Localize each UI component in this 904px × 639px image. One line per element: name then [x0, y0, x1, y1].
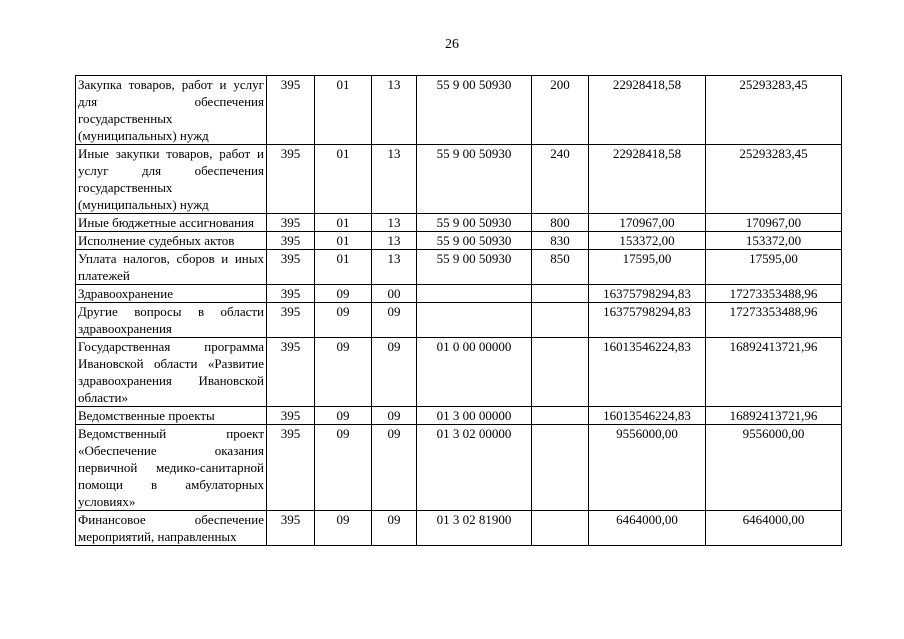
amount-year2-cell: 16892413721,96: [706, 407, 842, 425]
table-row: [76, 250, 842, 285]
item-name-cell: Ведомственный проект «Обеспечение оказания первичной медико-санитарной помощи в амбулаторных условиях»: [76, 425, 267, 511]
section-code-cell: 09: [315, 285, 372, 303]
amount-year1-cell: 9556000,00: [589, 425, 706, 511]
amount-year1-cell: 16375798294,83: [589, 285, 706, 303]
item-name-cell: Ведомственные проекты: [76, 407, 267, 425]
department-code-cell: 395: [267, 232, 315, 250]
target-article-cell: [417, 285, 532, 303]
item-name-cell: Государственная программа Ивановской области «Развитие здравоохранения Ивановской области»: [76, 338, 267, 407]
table-row: [76, 214, 842, 232]
amount-year2-cell: 9556000,00: [706, 425, 842, 511]
section-code-cell: 09: [315, 511, 372, 546]
table-row: [76, 425, 842, 511]
department-code-cell: 395: [267, 145, 315, 214]
amount-year1-cell: 16375798294,83: [589, 303, 706, 338]
expense-type-cell: 200: [532, 76, 589, 145]
item-name-cell: Исполнение судебных актов: [76, 232, 267, 250]
table-row: [76, 232, 842, 250]
item-name-cell: Иные бюджетные ассигнования: [76, 214, 267, 232]
target-article-cell: 01 3 02 81900: [417, 511, 532, 546]
target-article-cell: 55 9 00 50930: [417, 145, 532, 214]
section-code-cell: 09: [315, 407, 372, 425]
subsection-code-cell: 00: [372, 285, 417, 303]
amount-year2-cell: 17273353488,96: [706, 303, 842, 338]
expense-type-cell: 830: [532, 232, 589, 250]
department-code-cell: 395: [267, 407, 315, 425]
expense-type-cell: [532, 338, 589, 407]
amount-year1-cell: 16013546224,83: [589, 338, 706, 407]
subsection-code-cell: 09: [372, 407, 417, 425]
amount-year2-cell: 153372,00: [706, 232, 842, 250]
expense-type-cell: [532, 303, 589, 338]
table-body: [76, 76, 842, 546]
amount-year2-cell: 17595,00: [706, 250, 842, 285]
amount-year1-cell: 17595,00: [589, 250, 706, 285]
target-article-cell: 55 9 00 50930: [417, 232, 532, 250]
item-name-cell: Здравоохранение: [76, 285, 267, 303]
department-code-cell: 395: [267, 250, 315, 285]
table-row: [76, 407, 842, 425]
amount-year1-cell: 153372,00: [589, 232, 706, 250]
budget-table: [75, 75, 842, 546]
item-name-cell: Уплата налогов, сборов и иных платежей: [76, 250, 267, 285]
subsection-code-cell: 13: [372, 232, 417, 250]
department-code-cell: 395: [267, 511, 315, 546]
department-code-cell: 395: [267, 425, 315, 511]
subsection-code-cell: 09: [372, 425, 417, 511]
subsection-code-cell: 13: [372, 76, 417, 145]
target-article-cell: 55 9 00 50930: [417, 250, 532, 285]
target-article-cell: 01 3 02 00000: [417, 425, 532, 511]
table-row: [76, 338, 842, 407]
page-number: 26: [445, 37, 459, 52]
section-code-cell: 09: [315, 425, 372, 511]
expense-type-cell: [532, 425, 589, 511]
table-row: [76, 285, 842, 303]
amount-year2-cell: 25293283,45: [706, 76, 842, 145]
amount-year2-cell: 170967,00: [706, 214, 842, 232]
amount-year2-cell: 17273353488,96: [706, 285, 842, 303]
item-name-cell: Иные закупки товаров, работ и услуг для обеспечения государственных (муниципальных) нужд: [76, 145, 267, 214]
amount-year1-cell: 22928418,58: [589, 76, 706, 145]
expense-type-cell: [532, 511, 589, 546]
department-code-cell: 395: [267, 76, 315, 145]
section-code-cell: 01: [315, 250, 372, 285]
subsection-code-cell: 13: [372, 214, 417, 232]
amount-year1-cell: 170967,00: [589, 214, 706, 232]
subsection-code-cell: 13: [372, 250, 417, 285]
expense-type-cell: 800: [532, 214, 589, 232]
target-article-cell: 01 0 00 00000: [417, 338, 532, 407]
section-code-cell: 09: [315, 303, 372, 338]
subsection-code-cell: 13: [372, 145, 417, 214]
amount-year2-cell: 6464000,00: [706, 511, 842, 546]
item-name-cell: Другие вопросы в области здравоохранения: [76, 303, 267, 338]
department-code-cell: 395: [267, 285, 315, 303]
table-row: [76, 511, 842, 546]
subsection-code-cell: 09: [372, 303, 417, 338]
amount-year1-cell: 16013546224,83: [589, 407, 706, 425]
table-row: [76, 76, 842, 145]
target-article-cell: 01 3 00 00000: [417, 407, 532, 425]
expense-type-cell: [532, 407, 589, 425]
section-code-cell: 01: [315, 145, 372, 214]
target-article-cell: 55 9 00 50930: [417, 76, 532, 145]
department-code-cell: 395: [267, 303, 315, 338]
expense-type-cell: 240: [532, 145, 589, 214]
department-code-cell: 395: [267, 338, 315, 407]
item-name-cell: Финансовое обеспечение мероприятий, направленных: [76, 511, 267, 546]
amount-year2-cell: 25293283,45: [706, 145, 842, 214]
item-name-cell: Закупка товаров, работ и услуг для обеспечения государственных (муниципальных) нужд: [76, 76, 267, 145]
target-article-cell: [417, 303, 532, 338]
amount-year1-cell: 6464000,00: [589, 511, 706, 546]
amount-year2-cell: 16892413721,96: [706, 338, 842, 407]
section-code-cell: 09: [315, 338, 372, 407]
table-row: [76, 145, 842, 214]
department-code-cell: 395: [267, 214, 315, 232]
target-article-cell: 55 9 00 50930: [417, 214, 532, 232]
section-code-cell: 01: [315, 76, 372, 145]
expense-type-cell: [532, 285, 589, 303]
section-code-cell: 01: [315, 214, 372, 232]
subsection-code-cell: 09: [372, 338, 417, 407]
expense-type-cell: 850: [532, 250, 589, 285]
amount-year1-cell: 22928418,58: [589, 145, 706, 214]
subsection-code-cell: 09: [372, 511, 417, 546]
section-code-cell: 01: [315, 232, 372, 250]
table-row: [76, 303, 842, 338]
